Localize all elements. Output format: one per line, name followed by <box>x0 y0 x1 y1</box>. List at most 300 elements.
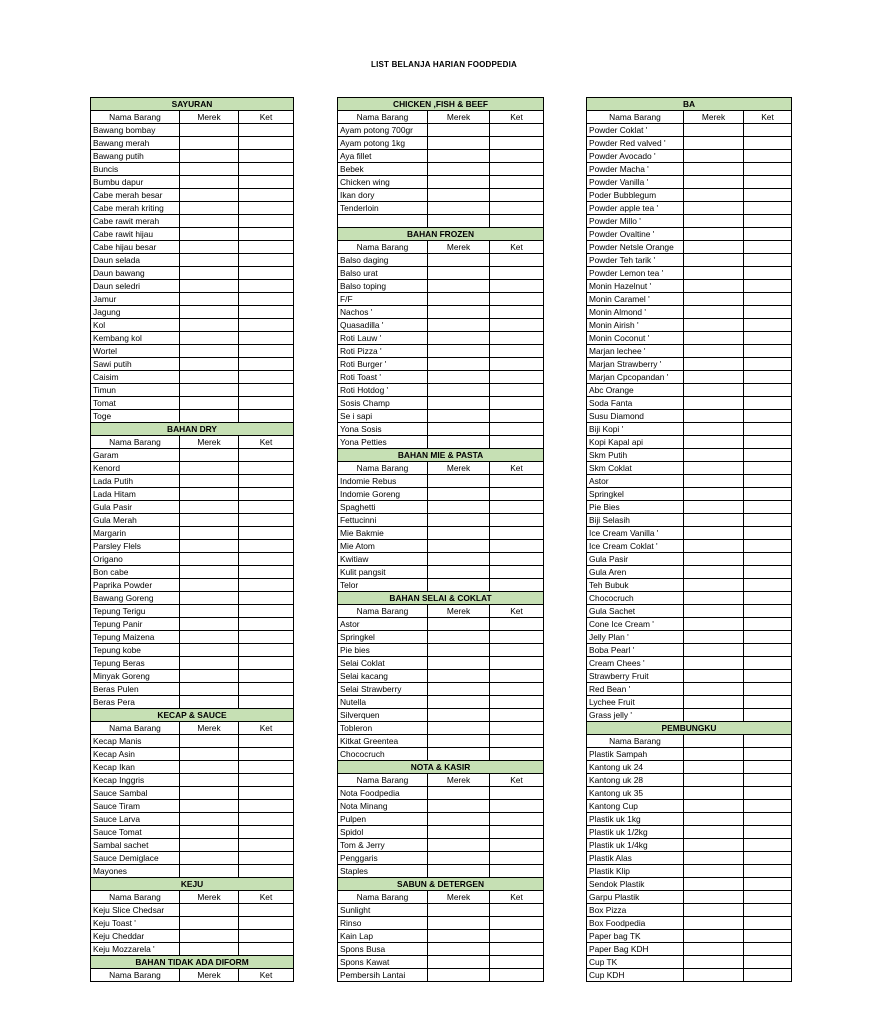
item-note-cell[interactable] <box>239 540 294 553</box>
item-brand-cell[interactable] <box>684 137 744 150</box>
item-note-cell[interactable] <box>239 137 294 150</box>
item-brand-cell[interactable] <box>684 540 744 553</box>
item-brand-cell[interactable] <box>684 813 744 826</box>
item-note-cell[interactable] <box>490 436 544 449</box>
item-brand-cell[interactable] <box>684 345 744 358</box>
item-note-cell[interactable] <box>239 787 294 800</box>
item-brand-cell[interactable] <box>684 501 744 514</box>
item-note-cell[interactable] <box>744 761 792 774</box>
item-note-cell[interactable] <box>239 813 294 826</box>
item-brand-cell[interactable] <box>180 241 239 254</box>
item-brand-cell[interactable] <box>180 410 239 423</box>
item-brand-cell[interactable] <box>684 605 744 618</box>
item-note-cell[interactable] <box>744 657 792 670</box>
item-note-cell[interactable] <box>239 163 294 176</box>
item-note-cell[interactable] <box>239 501 294 514</box>
item-brand-cell[interactable] <box>684 891 744 904</box>
item-brand-cell[interactable] <box>684 592 744 605</box>
item-note-cell[interactable] <box>744 124 792 137</box>
item-note-cell[interactable] <box>239 384 294 397</box>
item-brand-cell[interactable] <box>428 956 490 969</box>
item-note-cell[interactable] <box>239 267 294 280</box>
item-brand-cell[interactable] <box>428 904 490 917</box>
item-note-cell[interactable] <box>239 215 294 228</box>
item-brand-cell[interactable] <box>684 423 744 436</box>
item-note-cell[interactable] <box>239 774 294 787</box>
item-note-cell[interactable] <box>490 514 544 527</box>
item-note-cell[interactable] <box>744 462 792 475</box>
item-note-cell[interactable] <box>744 969 792 982</box>
item-note-cell[interactable] <box>744 748 792 761</box>
item-brand-cell[interactable] <box>180 852 239 865</box>
item-brand-cell[interactable] <box>180 267 239 280</box>
item-brand-cell[interactable] <box>180 319 239 332</box>
item-note-cell[interactable] <box>744 852 792 865</box>
item-note-cell[interactable] <box>744 371 792 384</box>
item-note-cell[interactable] <box>744 709 792 722</box>
item-brand-cell[interactable] <box>428 852 490 865</box>
item-brand-cell[interactable] <box>180 566 239 579</box>
item-note-cell[interactable] <box>490 202 544 215</box>
item-note-cell[interactable] <box>239 371 294 384</box>
item-note-cell[interactable] <box>490 124 544 137</box>
item-brand-cell[interactable] <box>428 839 490 852</box>
item-brand-cell[interactable] <box>180 826 239 839</box>
item-note-cell[interactable] <box>744 813 792 826</box>
item-brand-cell[interactable] <box>684 696 744 709</box>
item-brand-cell[interactable] <box>180 943 239 956</box>
item-note-cell[interactable] <box>490 826 544 839</box>
item-note-cell[interactable] <box>490 748 544 761</box>
item-note-cell[interactable] <box>239 514 294 527</box>
item-brand-cell[interactable] <box>180 449 239 462</box>
item-note-cell[interactable] <box>744 514 792 527</box>
item-brand-cell[interactable] <box>684 358 744 371</box>
item-note-cell[interactable] <box>239 852 294 865</box>
item-brand-cell[interactable] <box>180 332 239 345</box>
item-note-cell[interactable] <box>490 371 544 384</box>
item-brand-cell[interactable] <box>428 566 490 579</box>
item-brand-cell[interactable] <box>684 631 744 644</box>
item-note-cell[interactable] <box>744 436 792 449</box>
item-note-cell[interactable] <box>744 475 792 488</box>
item-note-cell[interactable] <box>490 176 544 189</box>
item-brand-cell[interactable] <box>180 865 239 878</box>
item-note-cell[interactable] <box>239 683 294 696</box>
item-note-cell[interactable] <box>239 553 294 566</box>
item-brand-cell[interactable] <box>684 189 744 202</box>
item-brand-cell[interactable] <box>684 488 744 501</box>
item-note-cell[interactable] <box>239 943 294 956</box>
item-note-cell[interactable] <box>490 787 544 800</box>
item-note-cell[interactable] <box>239 397 294 410</box>
item-brand-cell[interactable] <box>428 644 490 657</box>
item-note-cell[interactable] <box>239 124 294 137</box>
item-brand-cell[interactable] <box>180 189 239 202</box>
item-note-cell[interactable] <box>744 917 792 930</box>
item-brand-cell[interactable] <box>684 566 744 579</box>
item-note-cell[interactable] <box>490 306 544 319</box>
item-brand-cell[interactable] <box>684 969 744 982</box>
item-brand-cell[interactable] <box>180 904 239 917</box>
item-note-cell[interactable] <box>490 735 544 748</box>
item-note-cell[interactable] <box>744 267 792 280</box>
item-brand-cell[interactable] <box>428 579 490 592</box>
item-brand-cell[interactable] <box>684 748 744 761</box>
item-brand-cell[interactable] <box>428 709 490 722</box>
item-brand-cell[interactable] <box>180 839 239 852</box>
item-brand-cell[interactable] <box>684 956 744 969</box>
item-note-cell[interactable] <box>239 735 294 748</box>
item-note-cell[interactable] <box>744 423 792 436</box>
item-brand-cell[interactable] <box>684 332 744 345</box>
item-brand-cell[interactable] <box>684 397 744 410</box>
item-note-cell[interactable] <box>744 397 792 410</box>
item-brand-cell[interactable] <box>180 540 239 553</box>
item-note-cell[interactable] <box>239 228 294 241</box>
item-note-cell[interactable] <box>744 358 792 371</box>
item-brand-cell[interactable] <box>180 683 239 696</box>
item-note-cell[interactable] <box>490 527 544 540</box>
item-brand-cell[interactable] <box>684 228 744 241</box>
item-brand-cell[interactable] <box>428 865 490 878</box>
item-note-cell[interactable] <box>490 813 544 826</box>
item-note-cell[interactable] <box>490 722 544 735</box>
item-note-cell[interactable] <box>490 423 544 436</box>
item-brand-cell[interactable] <box>684 943 744 956</box>
item-note-cell[interactable] <box>744 644 792 657</box>
item-brand-cell[interactable] <box>684 176 744 189</box>
item-brand-cell[interactable] <box>684 787 744 800</box>
item-brand-cell[interactable] <box>180 787 239 800</box>
item-note-cell[interactable] <box>239 254 294 267</box>
item-brand-cell[interactable] <box>428 280 490 293</box>
item-brand-cell[interactable] <box>180 150 239 163</box>
item-brand-cell[interactable] <box>180 774 239 787</box>
item-note-cell[interactable] <box>744 683 792 696</box>
item-brand-cell[interactable] <box>684 917 744 930</box>
item-brand-cell[interactable] <box>684 865 744 878</box>
item-note-cell[interactable] <box>490 670 544 683</box>
item-brand-cell[interactable] <box>180 475 239 488</box>
item-note-cell[interactable] <box>490 618 544 631</box>
item-note-cell[interactable] <box>490 384 544 397</box>
item-note-cell[interactable] <box>239 189 294 202</box>
item-brand-cell[interactable] <box>180 280 239 293</box>
item-note-cell[interactable] <box>490 696 544 709</box>
item-brand-cell[interactable] <box>428 202 490 215</box>
item-note-cell[interactable] <box>239 904 294 917</box>
item-note-cell[interactable] <box>744 930 792 943</box>
item-brand-cell[interactable] <box>180 124 239 137</box>
item-brand-cell[interactable] <box>180 605 239 618</box>
item-brand-cell[interactable] <box>684 163 744 176</box>
item-note-cell[interactable] <box>744 384 792 397</box>
item-brand-cell[interactable] <box>684 644 744 657</box>
item-note-cell[interactable] <box>744 631 792 644</box>
item-brand-cell[interactable] <box>180 202 239 215</box>
item-brand-cell[interactable] <box>428 930 490 943</box>
item-note-cell[interactable] <box>744 540 792 553</box>
item-brand-cell[interactable] <box>428 657 490 670</box>
item-brand-cell[interactable] <box>180 462 239 475</box>
item-brand-cell[interactable] <box>428 722 490 735</box>
item-brand-cell[interactable] <box>180 527 239 540</box>
item-note-cell[interactable] <box>744 579 792 592</box>
item-brand-cell[interactable] <box>428 800 490 813</box>
item-brand-cell[interactable] <box>684 293 744 306</box>
item-brand-cell[interactable] <box>428 527 490 540</box>
item-note-cell[interactable] <box>239 800 294 813</box>
item-note-cell[interactable] <box>744 605 792 618</box>
item-note-cell[interactable] <box>744 137 792 150</box>
item-brand-cell[interactable] <box>180 501 239 514</box>
item-brand-cell[interactable] <box>684 709 744 722</box>
item-note-cell[interactable] <box>239 332 294 345</box>
item-brand-cell[interactable] <box>684 267 744 280</box>
item-note-cell[interactable] <box>239 826 294 839</box>
item-brand-cell[interactable] <box>428 163 490 176</box>
item-note-cell[interactable] <box>490 553 544 566</box>
item-note-cell[interactable] <box>239 449 294 462</box>
item-brand-cell[interactable] <box>428 553 490 566</box>
item-brand-cell[interactable] <box>428 293 490 306</box>
item-brand-cell[interactable] <box>684 202 744 215</box>
item-note-cell[interactable] <box>490 319 544 332</box>
item-note-cell[interactable] <box>239 306 294 319</box>
item-note-cell[interactable] <box>239 631 294 644</box>
item-brand-cell[interactable] <box>684 839 744 852</box>
item-brand-cell[interactable] <box>684 618 744 631</box>
item-note-cell[interactable] <box>239 917 294 930</box>
item-brand-cell[interactable] <box>180 696 239 709</box>
item-brand-cell[interactable] <box>428 670 490 683</box>
item-brand-cell[interactable] <box>428 826 490 839</box>
item-note-cell[interactable] <box>490 358 544 371</box>
item-brand-cell[interactable] <box>684 462 744 475</box>
item-brand-cell[interactable] <box>684 384 744 397</box>
item-note-cell[interactable] <box>239 644 294 657</box>
item-brand-cell[interactable] <box>428 735 490 748</box>
item-note-cell[interactable] <box>490 163 544 176</box>
item-brand-cell[interactable] <box>428 748 490 761</box>
item-brand-cell[interactable] <box>428 150 490 163</box>
item-note-cell[interactable] <box>744 241 792 254</box>
item-note-cell[interactable] <box>744 280 792 293</box>
item-note-cell[interactable] <box>490 709 544 722</box>
item-brand-cell[interactable] <box>684 878 744 891</box>
item-brand-cell[interactable] <box>180 306 239 319</box>
item-brand-cell[interactable] <box>180 761 239 774</box>
item-brand-cell[interactable] <box>428 306 490 319</box>
item-note-cell[interactable] <box>239 345 294 358</box>
item-note-cell[interactable] <box>239 696 294 709</box>
item-note-cell[interactable] <box>490 254 544 267</box>
item-note-cell[interactable] <box>239 202 294 215</box>
item-note-cell[interactable] <box>239 605 294 618</box>
item-note-cell[interactable] <box>490 475 544 488</box>
item-note-cell[interactable] <box>239 410 294 423</box>
item-note-cell[interactable] <box>744 410 792 423</box>
item-note-cell[interactable] <box>239 241 294 254</box>
item-brand-cell[interactable] <box>180 930 239 943</box>
item-brand-cell[interactable] <box>180 358 239 371</box>
item-brand-cell[interactable] <box>684 904 744 917</box>
item-brand-cell[interactable] <box>180 657 239 670</box>
item-note-cell[interactable] <box>490 852 544 865</box>
item-note-cell[interactable] <box>744 787 792 800</box>
item-note-cell[interactable] <box>744 488 792 501</box>
item-brand-cell[interactable] <box>180 917 239 930</box>
item-brand-cell[interactable] <box>684 930 744 943</box>
item-note-cell[interactable] <box>744 150 792 163</box>
item-brand-cell[interactable] <box>180 163 239 176</box>
item-brand-cell[interactable] <box>428 943 490 956</box>
item-brand-cell[interactable] <box>428 176 490 189</box>
item-brand-cell[interactable] <box>428 267 490 280</box>
item-brand-cell[interactable] <box>684 670 744 683</box>
item-note-cell[interactable] <box>744 592 792 605</box>
item-note-cell[interactable] <box>490 267 544 280</box>
item-note-cell[interactable] <box>744 943 792 956</box>
item-note-cell[interactable] <box>490 137 544 150</box>
item-brand-cell[interactable] <box>180 748 239 761</box>
item-brand-cell[interactable] <box>684 657 744 670</box>
item-note-cell[interactable] <box>744 774 792 787</box>
item-brand-cell[interactable] <box>180 137 239 150</box>
item-note-cell[interactable] <box>490 644 544 657</box>
item-note-cell[interactable] <box>239 293 294 306</box>
item-brand-cell[interactable] <box>684 124 744 137</box>
item-note-cell[interactable] <box>490 150 544 163</box>
item-brand-cell[interactable] <box>180 592 239 605</box>
item-brand-cell[interactable] <box>684 514 744 527</box>
item-brand-cell[interactable] <box>684 319 744 332</box>
item-brand-cell[interactable] <box>428 371 490 384</box>
item-note-cell[interactable] <box>744 449 792 462</box>
item-note-cell[interactable] <box>744 228 792 241</box>
item-brand-cell[interactable] <box>428 384 490 397</box>
item-brand-cell[interactable] <box>180 397 239 410</box>
item-note-cell[interactable] <box>490 332 544 345</box>
item-note-cell[interactable] <box>239 865 294 878</box>
item-brand-cell[interactable] <box>428 397 490 410</box>
item-note-cell[interactable] <box>744 618 792 631</box>
item-note-cell[interactable] <box>239 761 294 774</box>
item-brand-cell[interactable] <box>684 774 744 787</box>
item-brand-cell[interactable] <box>180 228 239 241</box>
item-brand-cell[interactable] <box>428 332 490 345</box>
item-note-cell[interactable] <box>239 592 294 605</box>
item-note-cell[interactable] <box>239 657 294 670</box>
item-note-cell[interactable] <box>490 215 544 228</box>
item-brand-cell[interactable] <box>180 345 239 358</box>
item-brand-cell[interactable] <box>428 358 490 371</box>
item-note-cell[interactable] <box>239 488 294 501</box>
item-brand-cell[interactable] <box>428 124 490 137</box>
item-brand-cell[interactable] <box>684 371 744 384</box>
item-brand-cell[interactable] <box>684 280 744 293</box>
item-brand-cell[interactable] <box>428 254 490 267</box>
item-brand-cell[interactable] <box>428 683 490 696</box>
item-brand-cell[interactable] <box>428 436 490 449</box>
item-brand-cell[interactable] <box>684 150 744 163</box>
item-brand-cell[interactable] <box>180 813 239 826</box>
item-brand-cell[interactable] <box>180 644 239 657</box>
item-note-cell[interactable] <box>490 800 544 813</box>
item-brand-cell[interactable] <box>428 137 490 150</box>
item-brand-cell[interactable] <box>428 514 490 527</box>
item-note-cell[interactable] <box>744 501 792 514</box>
item-brand-cell[interactable] <box>428 423 490 436</box>
item-note-cell[interactable] <box>239 618 294 631</box>
item-note-cell[interactable] <box>744 176 792 189</box>
item-brand-cell[interactable] <box>684 852 744 865</box>
item-note-cell[interactable] <box>490 189 544 202</box>
item-brand-cell[interactable] <box>428 189 490 202</box>
item-note-cell[interactable] <box>490 501 544 514</box>
item-brand-cell[interactable] <box>684 241 744 254</box>
item-note-cell[interactable] <box>744 202 792 215</box>
item-brand-cell[interactable] <box>180 176 239 189</box>
item-note-cell[interactable] <box>239 930 294 943</box>
item-note-cell[interactable] <box>744 566 792 579</box>
item-brand-cell[interactable] <box>428 917 490 930</box>
item-brand-cell[interactable] <box>180 371 239 384</box>
item-note-cell[interactable] <box>490 904 544 917</box>
item-brand-cell[interactable] <box>684 553 744 566</box>
item-note-cell[interactable] <box>490 865 544 878</box>
item-note-cell[interactable] <box>239 748 294 761</box>
item-brand-cell[interactable] <box>180 514 239 527</box>
item-brand-cell[interactable] <box>428 475 490 488</box>
item-note-cell[interactable] <box>239 670 294 683</box>
item-note-cell[interactable] <box>239 280 294 293</box>
item-note-cell[interactable] <box>490 397 544 410</box>
item-brand-cell[interactable] <box>428 631 490 644</box>
item-note-cell[interactable] <box>239 527 294 540</box>
item-brand-cell[interactable] <box>428 410 490 423</box>
item-brand-cell[interactable] <box>684 306 744 319</box>
item-note-cell[interactable] <box>744 319 792 332</box>
item-brand-cell[interactable] <box>684 410 744 423</box>
item-brand-cell[interactable] <box>180 670 239 683</box>
item-note-cell[interactable] <box>744 306 792 319</box>
item-note-cell[interactable] <box>490 917 544 930</box>
item-brand-cell[interactable] <box>180 488 239 501</box>
item-note-cell[interactable] <box>744 345 792 358</box>
item-note-cell[interactable] <box>239 566 294 579</box>
item-note-cell[interactable] <box>744 956 792 969</box>
item-brand-cell[interactable] <box>180 215 239 228</box>
item-note-cell[interactable] <box>744 891 792 904</box>
item-brand-cell[interactable] <box>428 215 490 228</box>
item-note-cell[interactable] <box>744 696 792 709</box>
item-brand-cell[interactable] <box>428 345 490 358</box>
item-brand-cell[interactable] <box>180 293 239 306</box>
item-brand-cell[interactable] <box>428 540 490 553</box>
item-brand-cell[interactable] <box>428 618 490 631</box>
item-note-cell[interactable] <box>239 358 294 371</box>
item-brand-cell[interactable] <box>684 436 744 449</box>
item-note-cell[interactable] <box>239 475 294 488</box>
item-brand-cell[interactable] <box>684 254 744 267</box>
item-note-cell[interactable] <box>490 293 544 306</box>
item-note-cell[interactable] <box>490 410 544 423</box>
item-note-cell[interactable] <box>490 280 544 293</box>
item-note-cell[interactable] <box>490 930 544 943</box>
item-brand-cell[interactable] <box>428 969 490 982</box>
